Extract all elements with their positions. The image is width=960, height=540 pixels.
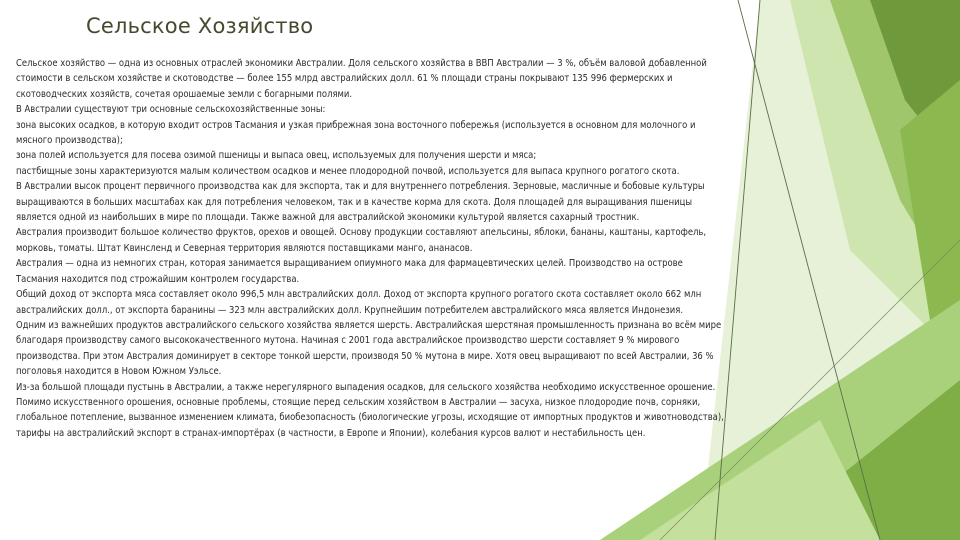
paragraph: Общий доход от экспорта мяса составляет около 996,5 млн австралийских долл. Доход от экспорта крупного рогатого скота составляет около 662 млн австралийских долл., от экспорта баранины — 323 млн австралийских долл. Крупнейшим потребителем австралийского мяса является Индонезия. — [16, 289, 702, 316]
paragraph: зона высоких осадков, в которую входит остров Тасмания и узкая прибрежная зона восточного побережья (используется в основном для молочного и мясного производства); — [16, 119, 696, 147]
paragraph: Австралия производит большое количество фруктов, орехов и овощей. Основу продукции составляют апельсины, яблоки, бананы, каштаны, картофель, морковь, томаты. Штат Квинсленд и Северная территория являются поставщиками манго, ананасов. — [16, 227, 707, 254]
paragraph: Австралия — одна из немногих стран, которая занимается выращиванием опиумного мака для фармацевтических целей. Производство на острове Тасмания находится под строжайшим контролем государства. — [16, 258, 683, 285]
paragraph: Сельское хозяйство — одна из основных отраслей экономики Австралии. Доля сельского хозяйства в ВВП Австралии — 3 %, объём валовой добавленной стоимости в сельском хозяйстве и скотоводстве — более 155 млрд австралийских долл. 61 % площади страны покрывают 135 996 фермерских и скотоводческих хозяйств, сочетая орошаемые земли с богарными полями. — [16, 58, 707, 100]
paragraph: Одним из важнейших продуктов австралийского сельского хозяйства является шерсть. Австралийская шерстяная промышленность признана во всём мире благодаря производству самого высококачественного мутона. Начиная с 2001 года австралийское производство шерсти составляет 9 % мирового производства. При этом Австралия доминирует в секторе тонкой шерсти, производя 50 % мутона в мире. Хотя овец выращивают по всей Австралии, 36 % поголовья находится в Новом Южном Уэльсе. — [16, 319, 722, 378]
paragraph: В Австралии существуют три основные сельскохозяйственные зоны: — [16, 104, 326, 116]
paragraph: Из-за большой площади пустынь в Австралии, а также нерегулярного выпадения осадков, для сельского хозяйства необходимо искусственное орошение. Помимо искусственного орошения, основные проблемы, стоящие перед сельским хозяйством в Австралии — засуха, низкое плодородие почв, сорняки, глобальное потепление, вызванное изменением климата, биобезопасность (биологические угрозы, исходящие от импортных продуктов и животноводства), тарифы на австралийский экспорт в странах-импортёрах (в частности, в Европе и Японии), колебания курсов валют и нестабильность цен. — [16, 381, 724, 439]
paragraph: пастбищные зоны характеризуются малым количеством осадков и менее плодородной почвой, используется для выпаса крупного рогатого скота. — [16, 165, 680, 177]
paragraph: зона полей используется для посева озимой пшеницы и выпаса овец, используемых для получения шерсти и мяса; — [16, 150, 537, 162]
slide-title: Сельское Хозяйство — [86, 14, 314, 38]
slide-body — [16, 56, 726, 441]
paragraph: В Австралии высок процент первичного производства как для экспорта, так и для внутреннего потребления. Зерновые, масличные и бобовые культуры выращиваются в больших масштабах как для потребления человеком, так и в качестве корма для скота. Доля площадей для выращивания пшеницы является одной из наибольших в мире по площади. Также важной для австралийской экономики культурой является сахарный тростник. — [16, 181, 705, 224]
